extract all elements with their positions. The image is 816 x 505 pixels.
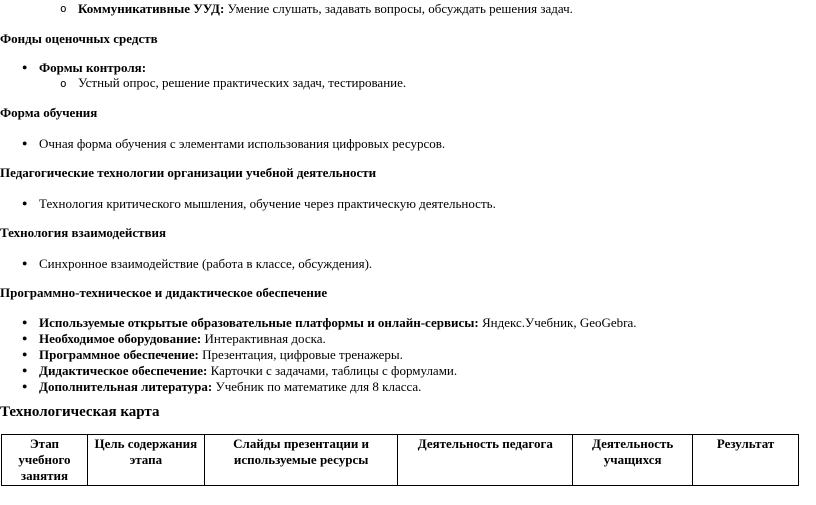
control-forms-label: Формы контроля: xyxy=(39,60,147,75)
bullet-icon: ● xyxy=(22,317,28,327)
sub-bullet-marker: o xyxy=(60,2,67,15)
software-item-text: Интерактивная доска. xyxy=(201,331,326,346)
communicative-uud-line xyxy=(78,1,573,17)
software-item-label: Дополнительная литература: xyxy=(39,379,213,394)
tech-map-heading: Технологическая карта xyxy=(0,404,160,420)
software-item-text: Презентация, цифровые тренажеры. xyxy=(198,347,403,362)
learning-form-item: Очная форма обучения с элементами использования цифровых ресурсов. xyxy=(39,136,446,151)
bullet-icon: ● xyxy=(22,198,28,208)
software-item xyxy=(39,347,403,363)
col-header-students xyxy=(573,435,693,486)
software-heading: Программно-техническое и дидактическое обеспечение xyxy=(0,285,328,300)
bullet-icon: ● xyxy=(22,258,28,268)
header-line: Цель содержания xyxy=(94,436,198,451)
tech-map-table xyxy=(1,434,799,486)
software-item-text: Яндекс.Учебник, GeoGebra. xyxy=(478,315,637,330)
software-item-text: Карточки с задачами, таблицы с формулами. xyxy=(207,363,458,378)
header-line: используемые ресурсы xyxy=(233,452,369,467)
header-line: Деятельность xyxy=(592,436,674,451)
software-item xyxy=(39,315,637,331)
software-item xyxy=(39,363,457,379)
software-item xyxy=(39,379,421,395)
header-line: Деятельность педагога xyxy=(417,436,553,451)
assessment-heading: Фонды оценочных средств xyxy=(0,31,158,46)
control-forms-item: Устный опрос, решение практических задач, тестирование. xyxy=(78,75,407,90)
header-line: Этап xyxy=(29,436,60,451)
software-item-text: Учебник по математике для 8 класса. xyxy=(212,379,422,394)
ped-tech-item: Технология критического мышления, обучение через практическую деятельность. xyxy=(39,196,496,211)
header-line: Результат xyxy=(716,436,775,451)
software-item xyxy=(39,331,326,347)
header-line: Слайды презентации и xyxy=(233,436,370,451)
interaction-item: Синхронное взаимодействие (работа в классе, обсуждения). xyxy=(39,256,373,271)
software-item-label: Дидактическое обеспечение: xyxy=(39,363,208,378)
table-header-row xyxy=(2,435,799,486)
software-item-label: Используемые открытые образовательные платформы и онлайн-сервисы: xyxy=(39,315,479,330)
sub-bullet-marker: o xyxy=(60,77,67,90)
col-header-teacher xyxy=(398,435,573,486)
header-line: этапа xyxy=(129,452,163,467)
bullet-icon: ● xyxy=(22,381,28,391)
software-item-label: Необходимое оборудование: xyxy=(39,331,202,346)
bullet-icon: ● xyxy=(22,349,28,359)
communicative-uud-text: Умение слушать, задавать вопросы, обсуждать решения задач. xyxy=(224,1,573,16)
learning-form-heading: Форма обучения xyxy=(0,105,98,120)
col-header-slides xyxy=(204,435,398,486)
bullet-icon: ● xyxy=(22,365,28,375)
col-header-result xyxy=(693,435,799,486)
header-line: учащихся xyxy=(603,452,662,467)
bullet-icon: ● xyxy=(22,138,28,148)
col-header-stage xyxy=(2,435,88,486)
ped-tech-heading: Педагогические технологии организации учебной деятельности xyxy=(0,165,377,180)
bullet-icon: ● xyxy=(22,333,28,343)
interaction-heading: Технология взаимодействия xyxy=(0,225,167,240)
header-line: учебного xyxy=(18,452,71,467)
communicative-uud-label: Коммуникативные УУД: xyxy=(78,1,225,16)
header-line: занятия xyxy=(20,468,69,483)
col-header-goal xyxy=(87,435,204,486)
bullet-icon: ● xyxy=(22,62,28,72)
software-item-label: Программное обеспечение: xyxy=(39,347,199,362)
